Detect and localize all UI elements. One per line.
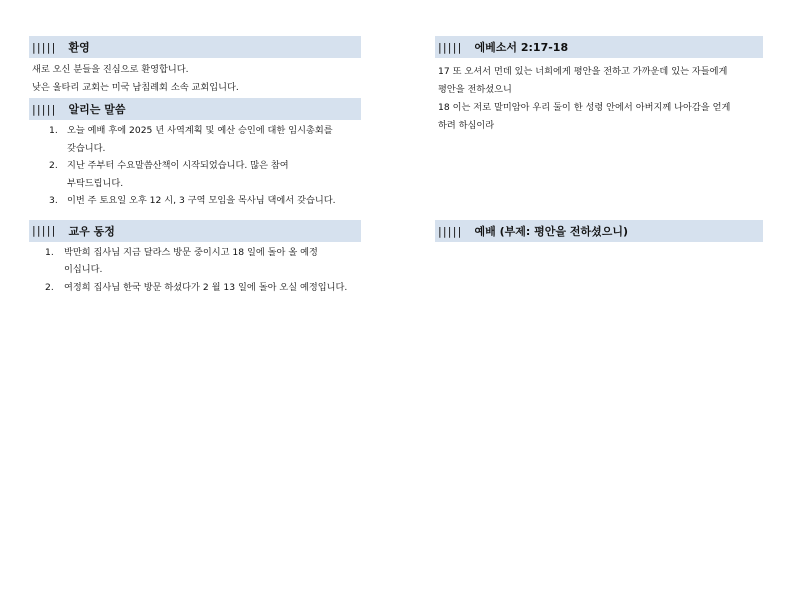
list-number: 2. <box>49 160 58 171</box>
members-title: 교우 동정 <box>68 224 115 238</box>
verse-18-cont: 하려 하심이라 <box>438 120 495 131</box>
welcome-body <box>29 58 361 97</box>
verse-18: 18 이는 저로 말미암아 우리 둘이 한 성령 안에서 아버지께 나아감을 얻게 <box>438 102 731 113</box>
header-bars: ||||| <box>32 102 57 116</box>
verse-17: 17 또 오셔서 먼데 있는 너희에게 평안을 전하고 가까운데 있는 자들에게 <box>438 66 728 77</box>
scripture-body <box>435 58 763 135</box>
welcome-title: 환영 <box>68 41 90 54</box>
worship-title: 예배 (부제: 평안을 전하셨으니) <box>474 225 628 238</box>
list-text: 박만희 집사님 지금 달라스 방문 중이시고 18 일에 돌아 올 예정 <box>64 246 318 258</box>
members-list <box>29 244 361 297</box>
header-bars: ||||| <box>438 224 463 238</box>
list-text-cont: 이십니다. <box>64 264 103 275</box>
left-column <box>29 36 361 296</box>
scripture-title: 에베소서 2:17-18 <box>474 41 569 54</box>
right-column <box>435 36 763 135</box>
members-header <box>29 220 361 242</box>
announcements-header <box>29 98 361 120</box>
list-number: 3. <box>49 195 58 206</box>
header-bars: ||||| <box>32 224 57 237</box>
list-number: 1. <box>45 246 54 258</box>
list-text-cont: 갖습니다. <box>67 142 106 154</box>
list-text: 오늘 예배 후에 2025 년 사역계획 및 예산 승인에 대한 임시총회를 <box>67 125 333 136</box>
announcements-title: 알리는 말씀 <box>68 103 126 116</box>
list-text: 지난 주부터 수요말씀산책이 시작되었습니다. 많은 참여 <box>67 160 289 171</box>
list-item <box>29 244 361 279</box>
list-text-cont: 부탁드립니다. <box>67 177 124 189</box>
list-item <box>29 157 361 192</box>
header-bars: ||||| <box>438 40 463 54</box>
welcome-header <box>29 36 361 58</box>
list-number: 1. <box>49 125 58 136</box>
list-item <box>29 122 361 157</box>
header-bars: ||||| <box>32 40 57 54</box>
list-number: 2. <box>45 281 54 293</box>
verse-17-cont: 평안을 전하셨으니 <box>438 84 512 95</box>
welcome-line-2: 낮은 울타리 교회는 미국 남침례회 소속 교회입니다. <box>32 82 239 93</box>
list-item <box>29 279 361 297</box>
list-text: 여정희 집사님 한국 방문 하셨다가 2 월 13 일에 돌아 오실 예정입니다. <box>64 281 348 293</box>
scripture-header <box>435 36 763 58</box>
list-item <box>29 192 361 210</box>
announcements-list <box>29 122 361 210</box>
list-text: 이번 주 토요일 오후 12 시, 3 구역 모임을 목사님 댁에서 갖습니다. <box>67 195 336 206</box>
worship-header <box>435 220 763 242</box>
welcome-line-1: 새로 오신 분들을 진심으로 환영합니다. <box>32 64 189 75</box>
